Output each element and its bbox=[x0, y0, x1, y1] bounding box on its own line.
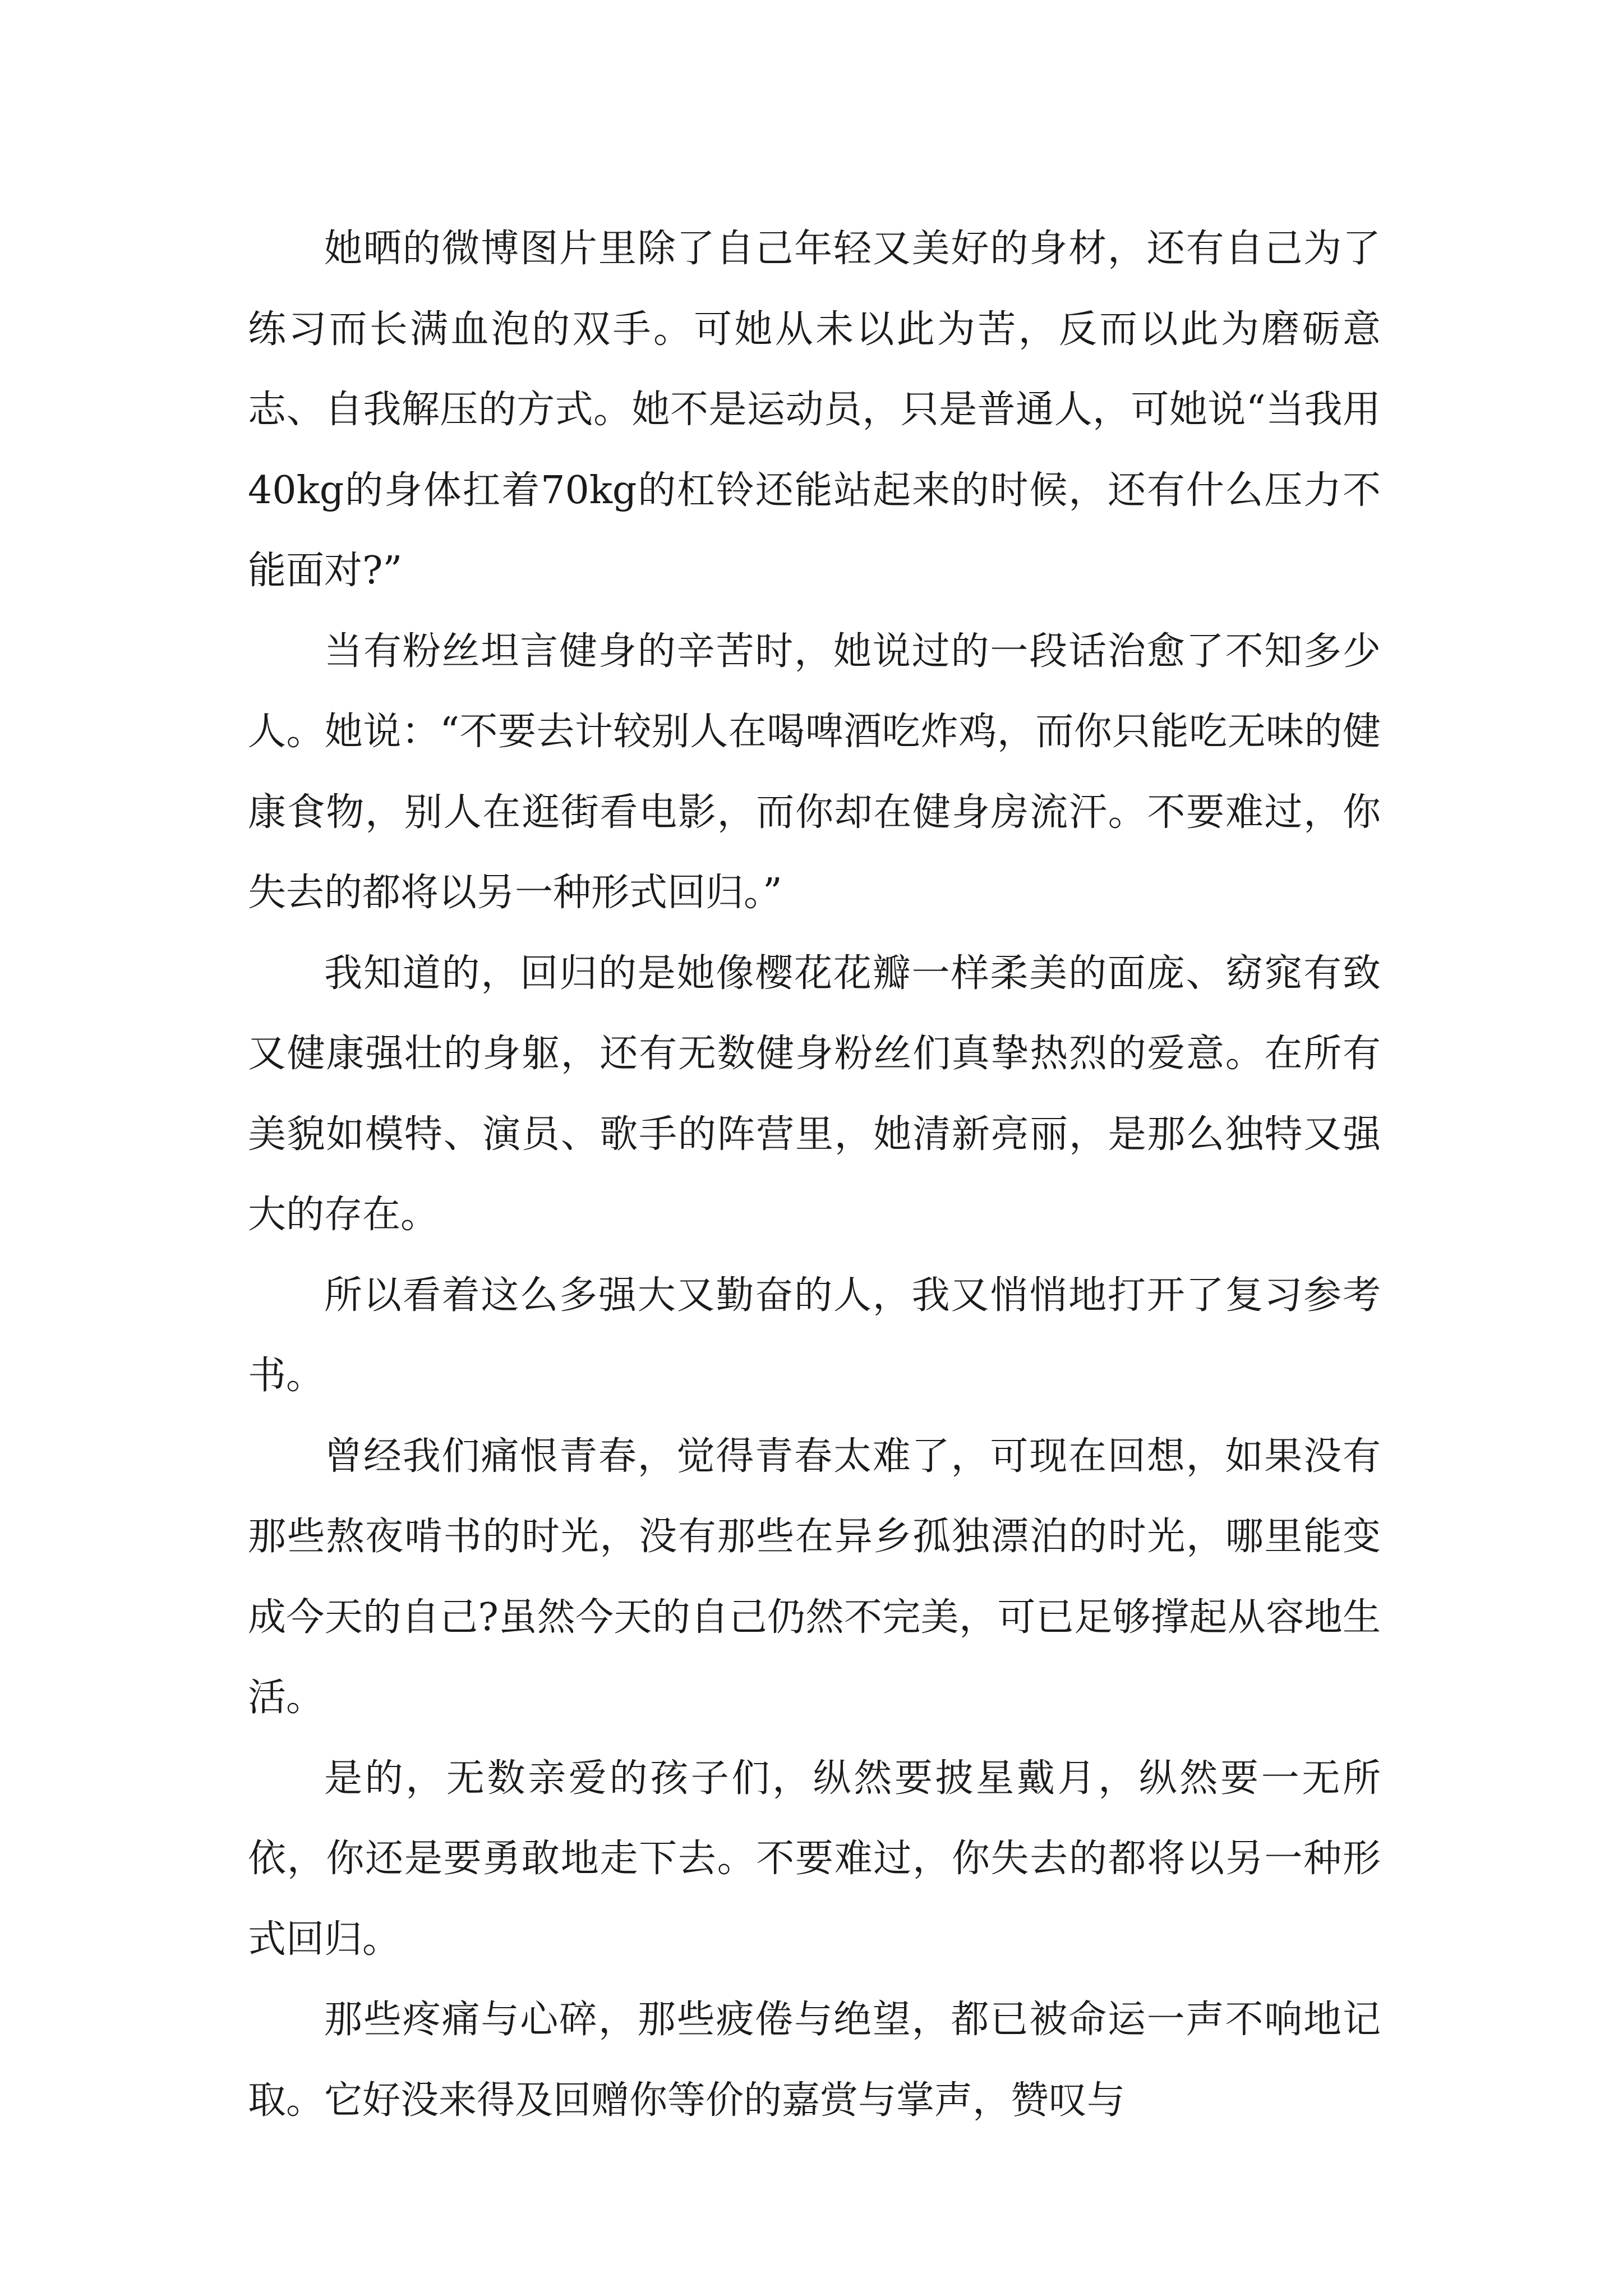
paragraph: 那些疼痛与心碎，那些疲倦与绝望，都已被命运一声不响地记取。它好没来得及回赠你等价的嘉赏与掌声，赞叹与 bbox=[248, 1998, 1381, 2123]
paragraph: 当有粉丝坦言健身的辛苦时，她说过的一段话治愈了不知多少人。她说：“不要去计较别人在喝啤酒吃炸鸡，而你只能吃无味的健康食物，别人在逛街看电影，而你却在健身房流汗。不要难过，你失去的都将以另一种形式回归。” bbox=[248, 629, 1381, 915]
paragraph: 曾经我们痛恨青春，觉得青春太难了，可现在回想，如果没有那些熬夜啃书的时光，没有那些在异乡孤独漂泊的时光，哪里能变成今天的自己?虽然今天的自己仍然不完美，可已足够撑起从容地生活。 bbox=[248, 1434, 1381, 1720]
paragraph: 我知道的，回归的是她像樱花花瓣一样柔美的面庞、窈窕有致又健康强壮的身躯，还有无数健身粉丝们真挚热烈的爱意。在所有美貌如模特、演员、歌手的阵营里，她清新亮丽，是那么独特又强大的存在。 bbox=[248, 951, 1381, 1237]
paragraph: 是的，无数亲爱的孩子们，纵然要披星戴月，纵然要一无所依，你还是要勇敢地走下去。不要难过，你失去的都将以另一种形式回归。 bbox=[248, 1756, 1381, 1962]
document-body bbox=[248, 209, 1381, 2141]
paragraph: 她晒的微博图片里除了自己年轻又美好的身材，还有自己为了练习而长满血泡的双手。可她从未以此为苦，反而以此为磨砺意志、自我解压的方式。她不是运动员，只是普通人，可她说“当我用40kg的身体扛着70kg的杠铃还能站起来的时候，还有什么压力不能面对?” bbox=[248, 227, 1381, 593]
paragraph: 所以看着这么多强大又勤奋的人，我又悄悄地打开了复习参考书。 bbox=[248, 1273, 1381, 1398]
